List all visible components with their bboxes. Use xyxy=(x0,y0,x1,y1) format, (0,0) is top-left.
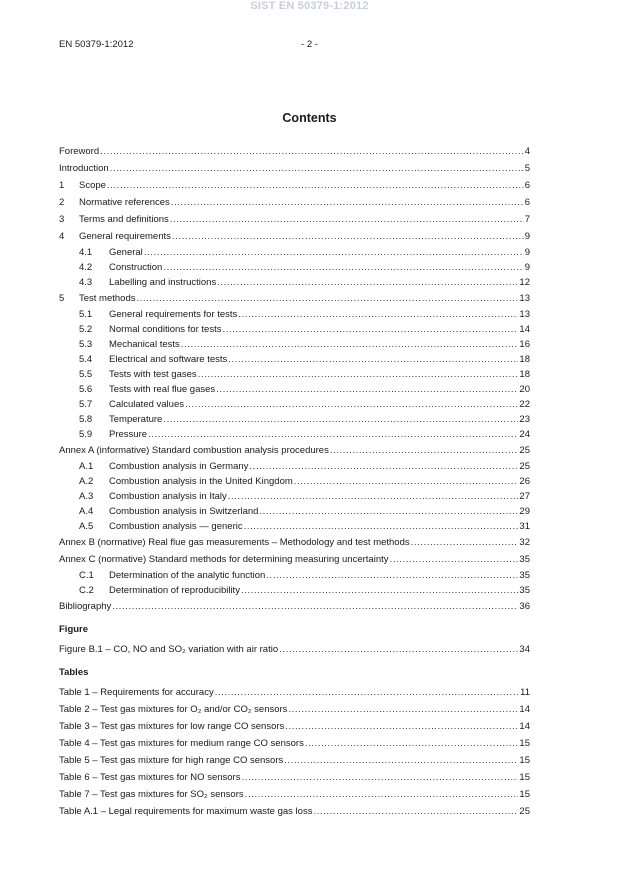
toc-entry-number: A.1 xyxy=(79,461,94,472)
dot-leader xyxy=(266,568,518,583)
toc-entry-number: 5.3 xyxy=(79,339,93,350)
dot-leader xyxy=(238,307,518,322)
table-entry[interactable] xyxy=(59,718,530,735)
dot-leader xyxy=(144,245,524,260)
toc-entry-label: General xyxy=(109,247,143,258)
toc-entry[interactable] xyxy=(59,412,530,427)
toc-entry-page: 18 xyxy=(519,369,530,380)
toc-entry-label: Tests with test gases xyxy=(109,369,197,380)
dot-leader xyxy=(217,275,518,290)
toc-entry-page: 27 xyxy=(519,491,530,502)
toc-entry-page: 7 xyxy=(524,214,530,225)
toc-entry-number: 2 xyxy=(59,197,65,208)
toc-entry[interactable] xyxy=(59,382,530,397)
toc-entry-label: Determination of reproducibility xyxy=(109,585,240,596)
toc-entry-label: Annex B (normative) Real flue gas measurements – Methodology and test methods xyxy=(59,537,410,548)
toc-entry[interactable] xyxy=(59,177,530,194)
dot-leader xyxy=(163,260,523,275)
toc-entry-label: Annex C (normative) Standard methods for determining measuring uncertainty xyxy=(59,554,389,565)
toc-entry-label: Table 5 – Test gas mixture for high range CO sensors xyxy=(59,755,284,766)
page-title: Contents xyxy=(282,111,337,125)
toc-entry[interactable] xyxy=(59,427,530,442)
table-entry[interactable] xyxy=(59,701,530,718)
toc-entry[interactable] xyxy=(59,160,530,177)
toc-entry-page: 5 xyxy=(524,163,530,174)
toc-entry-number: A.5 xyxy=(79,521,94,532)
page-number: - 2 - xyxy=(301,39,318,50)
dot-leader xyxy=(163,412,518,427)
document-id: EN 50379-1:2012 xyxy=(59,39,134,50)
dot-leader xyxy=(284,752,518,769)
toc-entry[interactable] xyxy=(59,397,530,412)
toc-entry-label: Table 2 – Test gas mixtures for O₂ and/or CO₂ sensors xyxy=(59,704,288,715)
toc-entry-page: 24 xyxy=(519,429,530,440)
dot-leader xyxy=(185,397,518,412)
figure-entry[interactable] xyxy=(59,641,530,658)
toc-entry-label: Terms and definitions xyxy=(79,214,169,225)
dot-leader xyxy=(244,519,519,534)
toc-entry-page: 23 xyxy=(519,414,530,425)
toc-entry-page: 16 xyxy=(519,339,530,350)
watermark: SIST EN 50379-1:2012 xyxy=(250,0,369,12)
toc-entry-page: 25 xyxy=(519,806,530,817)
dot-leader xyxy=(112,598,518,615)
dot-leader xyxy=(228,352,518,367)
toc-entry-page: 14 xyxy=(519,704,530,715)
dot-leader xyxy=(249,459,518,474)
toc-entry-label: General requirements for tests xyxy=(109,309,238,320)
toc-entry-page: 9 xyxy=(524,262,530,273)
toc-entry[interactable] xyxy=(59,307,530,322)
dot-leader xyxy=(245,786,519,803)
toc-entry-label: Table 1 – Requirements for accuracy xyxy=(59,687,214,698)
dot-leader xyxy=(279,641,518,658)
toc-entry-page: 15 xyxy=(519,755,530,766)
toc-entry[interactable] xyxy=(59,583,530,598)
toc-entry-label: Normative references xyxy=(79,197,170,208)
toc-entry-label: Annex A (informative) Standard combustion analysis procedures xyxy=(59,445,329,456)
toc-entry-label: Labelling and instructions xyxy=(109,277,217,288)
toc-entry-number: 5.7 xyxy=(79,399,93,410)
toc-entry-label: Calculated values xyxy=(109,399,184,410)
dot-leader xyxy=(181,337,519,352)
toc-entry-label: Construction xyxy=(109,262,163,273)
toc-entry-page: 15 xyxy=(519,789,530,800)
toc-entry-number: 5.2 xyxy=(79,324,93,335)
toc-entry-page: 36 xyxy=(519,601,530,612)
toc-entry-label: Combustion analysis in Italy xyxy=(109,491,227,502)
dot-leader xyxy=(110,160,524,177)
dot-leader xyxy=(215,684,519,701)
toc-entry-label: Combustion analysis — generic xyxy=(109,521,243,532)
dot-leader xyxy=(100,143,524,160)
toc-entry[interactable] xyxy=(59,228,530,245)
dot-leader xyxy=(294,474,519,489)
toc-entry-label: Table A.1 – Legal requirements for maximum waste gas loss xyxy=(59,806,313,817)
toc-entry-label: Electrical and software tests xyxy=(109,354,228,365)
toc-entry[interactable] xyxy=(59,504,530,519)
toc-entry[interactable] xyxy=(59,194,530,211)
toc-entry-page: 11 xyxy=(520,687,530,698)
dot-leader xyxy=(390,551,519,568)
toc-entry-number: C.2 xyxy=(79,585,94,596)
toc-entry[interactable] xyxy=(59,290,530,307)
toc-entry-label: Pressure xyxy=(109,429,148,440)
dot-leader xyxy=(107,177,524,194)
toc-entry-page: 25 xyxy=(519,445,530,456)
toc-entry-label: Combustion analysis in the United Kingdom xyxy=(109,476,293,487)
dot-leader xyxy=(216,382,518,397)
toc-entry-page: 15 xyxy=(519,772,530,783)
toc-entry-label: Table 7 – Test gas mixtures for SO₂ sensors xyxy=(59,789,244,800)
dot-leader xyxy=(137,290,519,307)
dot-leader xyxy=(171,194,524,211)
toc-entry[interactable] xyxy=(59,143,530,160)
toc-entry-number: C.1 xyxy=(79,570,94,581)
toc-entry-number: 5.5 xyxy=(79,369,93,380)
toc-entry[interactable] xyxy=(59,275,530,290)
dot-leader xyxy=(288,701,518,718)
toc-entry[interactable] xyxy=(59,245,530,260)
toc-entry[interactable] xyxy=(59,598,530,615)
figures-heading: Figure xyxy=(59,624,89,635)
table-entry[interactable] xyxy=(59,684,530,701)
dot-leader xyxy=(241,583,518,598)
table-entry[interactable] xyxy=(59,803,530,820)
toc-entry[interactable] xyxy=(59,519,530,534)
dot-leader xyxy=(222,322,518,337)
toc-entry-label: Tests with real flue gases xyxy=(109,384,216,395)
dot-leader xyxy=(198,367,519,382)
table-entry[interactable] xyxy=(59,769,530,786)
toc-entry-number: 5 xyxy=(59,293,65,304)
toc-entry-label: Table 4 – Test gas mixtures for medium range CO sensors xyxy=(59,738,304,749)
toc-entry-number: 4 xyxy=(59,231,65,242)
toc-entry-page: 6 xyxy=(524,180,530,191)
toc-entry[interactable] xyxy=(59,260,530,275)
toc-entry-page: 4 xyxy=(524,146,530,157)
toc-entry-number: 5.1 xyxy=(79,309,93,320)
dot-leader xyxy=(148,427,518,442)
toc-entry[interactable] xyxy=(59,489,530,504)
toc-entry-page: 31 xyxy=(519,521,530,532)
toc-entry-number: 3 xyxy=(59,214,65,225)
toc-entry-label: Bibliography xyxy=(59,601,112,612)
toc-entry-number: 5.4 xyxy=(79,354,93,365)
toc-entry-page: 25 xyxy=(519,461,530,472)
toc-entry-label: Table 3 – Test gas mixtures for low range CO sensors xyxy=(59,721,285,732)
toc-entry[interactable] xyxy=(59,442,530,459)
toc-entry-number: A.3 xyxy=(79,491,94,502)
toc-entry-page: 35 xyxy=(519,570,530,581)
toc-entry-label: Combustion analysis in Switzerland xyxy=(109,506,259,517)
toc-entry-label: Determination of the analytic function xyxy=(109,570,266,581)
toc-entry[interactable] xyxy=(59,337,530,352)
toc-entry-label: Normal conditions for tests xyxy=(109,324,222,335)
toc-entry-page: 32 xyxy=(519,537,530,548)
toc-entry-label: General requirements xyxy=(79,231,171,242)
toc-entry-page: 35 xyxy=(519,554,530,565)
toc-entry-label: Temperature xyxy=(109,414,163,425)
toc-entry-label: Table 6 – Test gas mixtures for NO sensors xyxy=(59,772,241,783)
toc-entry[interactable] xyxy=(59,568,530,583)
dot-leader xyxy=(228,489,519,504)
toc-entry-label: Combustion analysis in Germany xyxy=(109,461,249,472)
toc-entry[interactable] xyxy=(59,352,530,367)
toc-entry-page: 9 xyxy=(524,231,530,242)
toc-entry-page: 18 xyxy=(519,354,530,365)
toc-entry-number: A.4 xyxy=(79,506,94,517)
toc-entry-page: 13 xyxy=(519,309,530,320)
toc-entry-label: Scope xyxy=(79,180,106,191)
dot-leader xyxy=(313,803,518,820)
dot-leader xyxy=(172,228,524,245)
toc-entry-label: Figure B.1 – CO, NO and SO₂ variation with air ratio xyxy=(59,644,279,655)
toc-entry-page: 29 xyxy=(519,506,530,517)
dot-leader xyxy=(411,534,519,551)
toc-entry-number: 5.6 xyxy=(79,384,93,395)
table-entry[interactable] xyxy=(59,786,530,803)
toc-entry-page: 14 xyxy=(519,324,530,335)
toc-entry-label: Introduction xyxy=(59,163,109,174)
dot-leader xyxy=(170,211,524,228)
table-of-contents xyxy=(59,143,530,820)
toc-entry-number: 1 xyxy=(59,180,65,191)
dot-leader xyxy=(241,769,518,786)
toc-entry-label: Test methods xyxy=(79,293,136,304)
toc-entry-number: A.2 xyxy=(79,476,94,487)
toc-entry[interactable] xyxy=(59,551,530,568)
toc-entry[interactable] xyxy=(59,534,530,551)
dot-leader xyxy=(259,504,518,519)
toc-entry-number: 4.3 xyxy=(79,277,93,288)
toc-entry-label: Foreword xyxy=(59,146,100,157)
toc-entry-page: 14 xyxy=(519,721,530,732)
toc-entry-label: Mechanical tests xyxy=(109,339,180,350)
toc-entry-page: 22 xyxy=(519,399,530,410)
toc-entry-page: 12 xyxy=(519,277,530,288)
table-entry[interactable] xyxy=(59,752,530,769)
toc-entry[interactable] xyxy=(59,474,530,489)
toc-entry-page: 35 xyxy=(519,585,530,596)
table-entry[interactable] xyxy=(59,735,530,752)
dot-leader xyxy=(305,735,519,752)
toc-entry-page: 9 xyxy=(524,247,530,258)
tables-heading: Tables xyxy=(59,667,89,678)
toc-entry-number: 4.2 xyxy=(79,262,93,273)
toc-entry-page: 13 xyxy=(519,293,530,304)
toc-entry[interactable] xyxy=(59,459,530,474)
toc-entry[interactable] xyxy=(59,211,530,228)
toc-entry-number: 5.9 xyxy=(79,429,93,440)
toc-entry-page: 20 xyxy=(519,384,530,395)
dot-leader xyxy=(330,442,519,459)
toc-entry-page: 15 xyxy=(519,738,530,749)
toc-entry-number: 4.1 xyxy=(79,247,93,258)
toc-entry-page: 34 xyxy=(519,644,530,655)
toc-entry-page: 26 xyxy=(519,476,530,487)
toc-entry[interactable] xyxy=(59,322,530,337)
toc-entry-page: 6 xyxy=(524,197,530,208)
toc-entry[interactable] xyxy=(59,367,530,382)
dot-leader xyxy=(285,718,518,735)
toc-entry-number: 5.8 xyxy=(79,414,93,425)
